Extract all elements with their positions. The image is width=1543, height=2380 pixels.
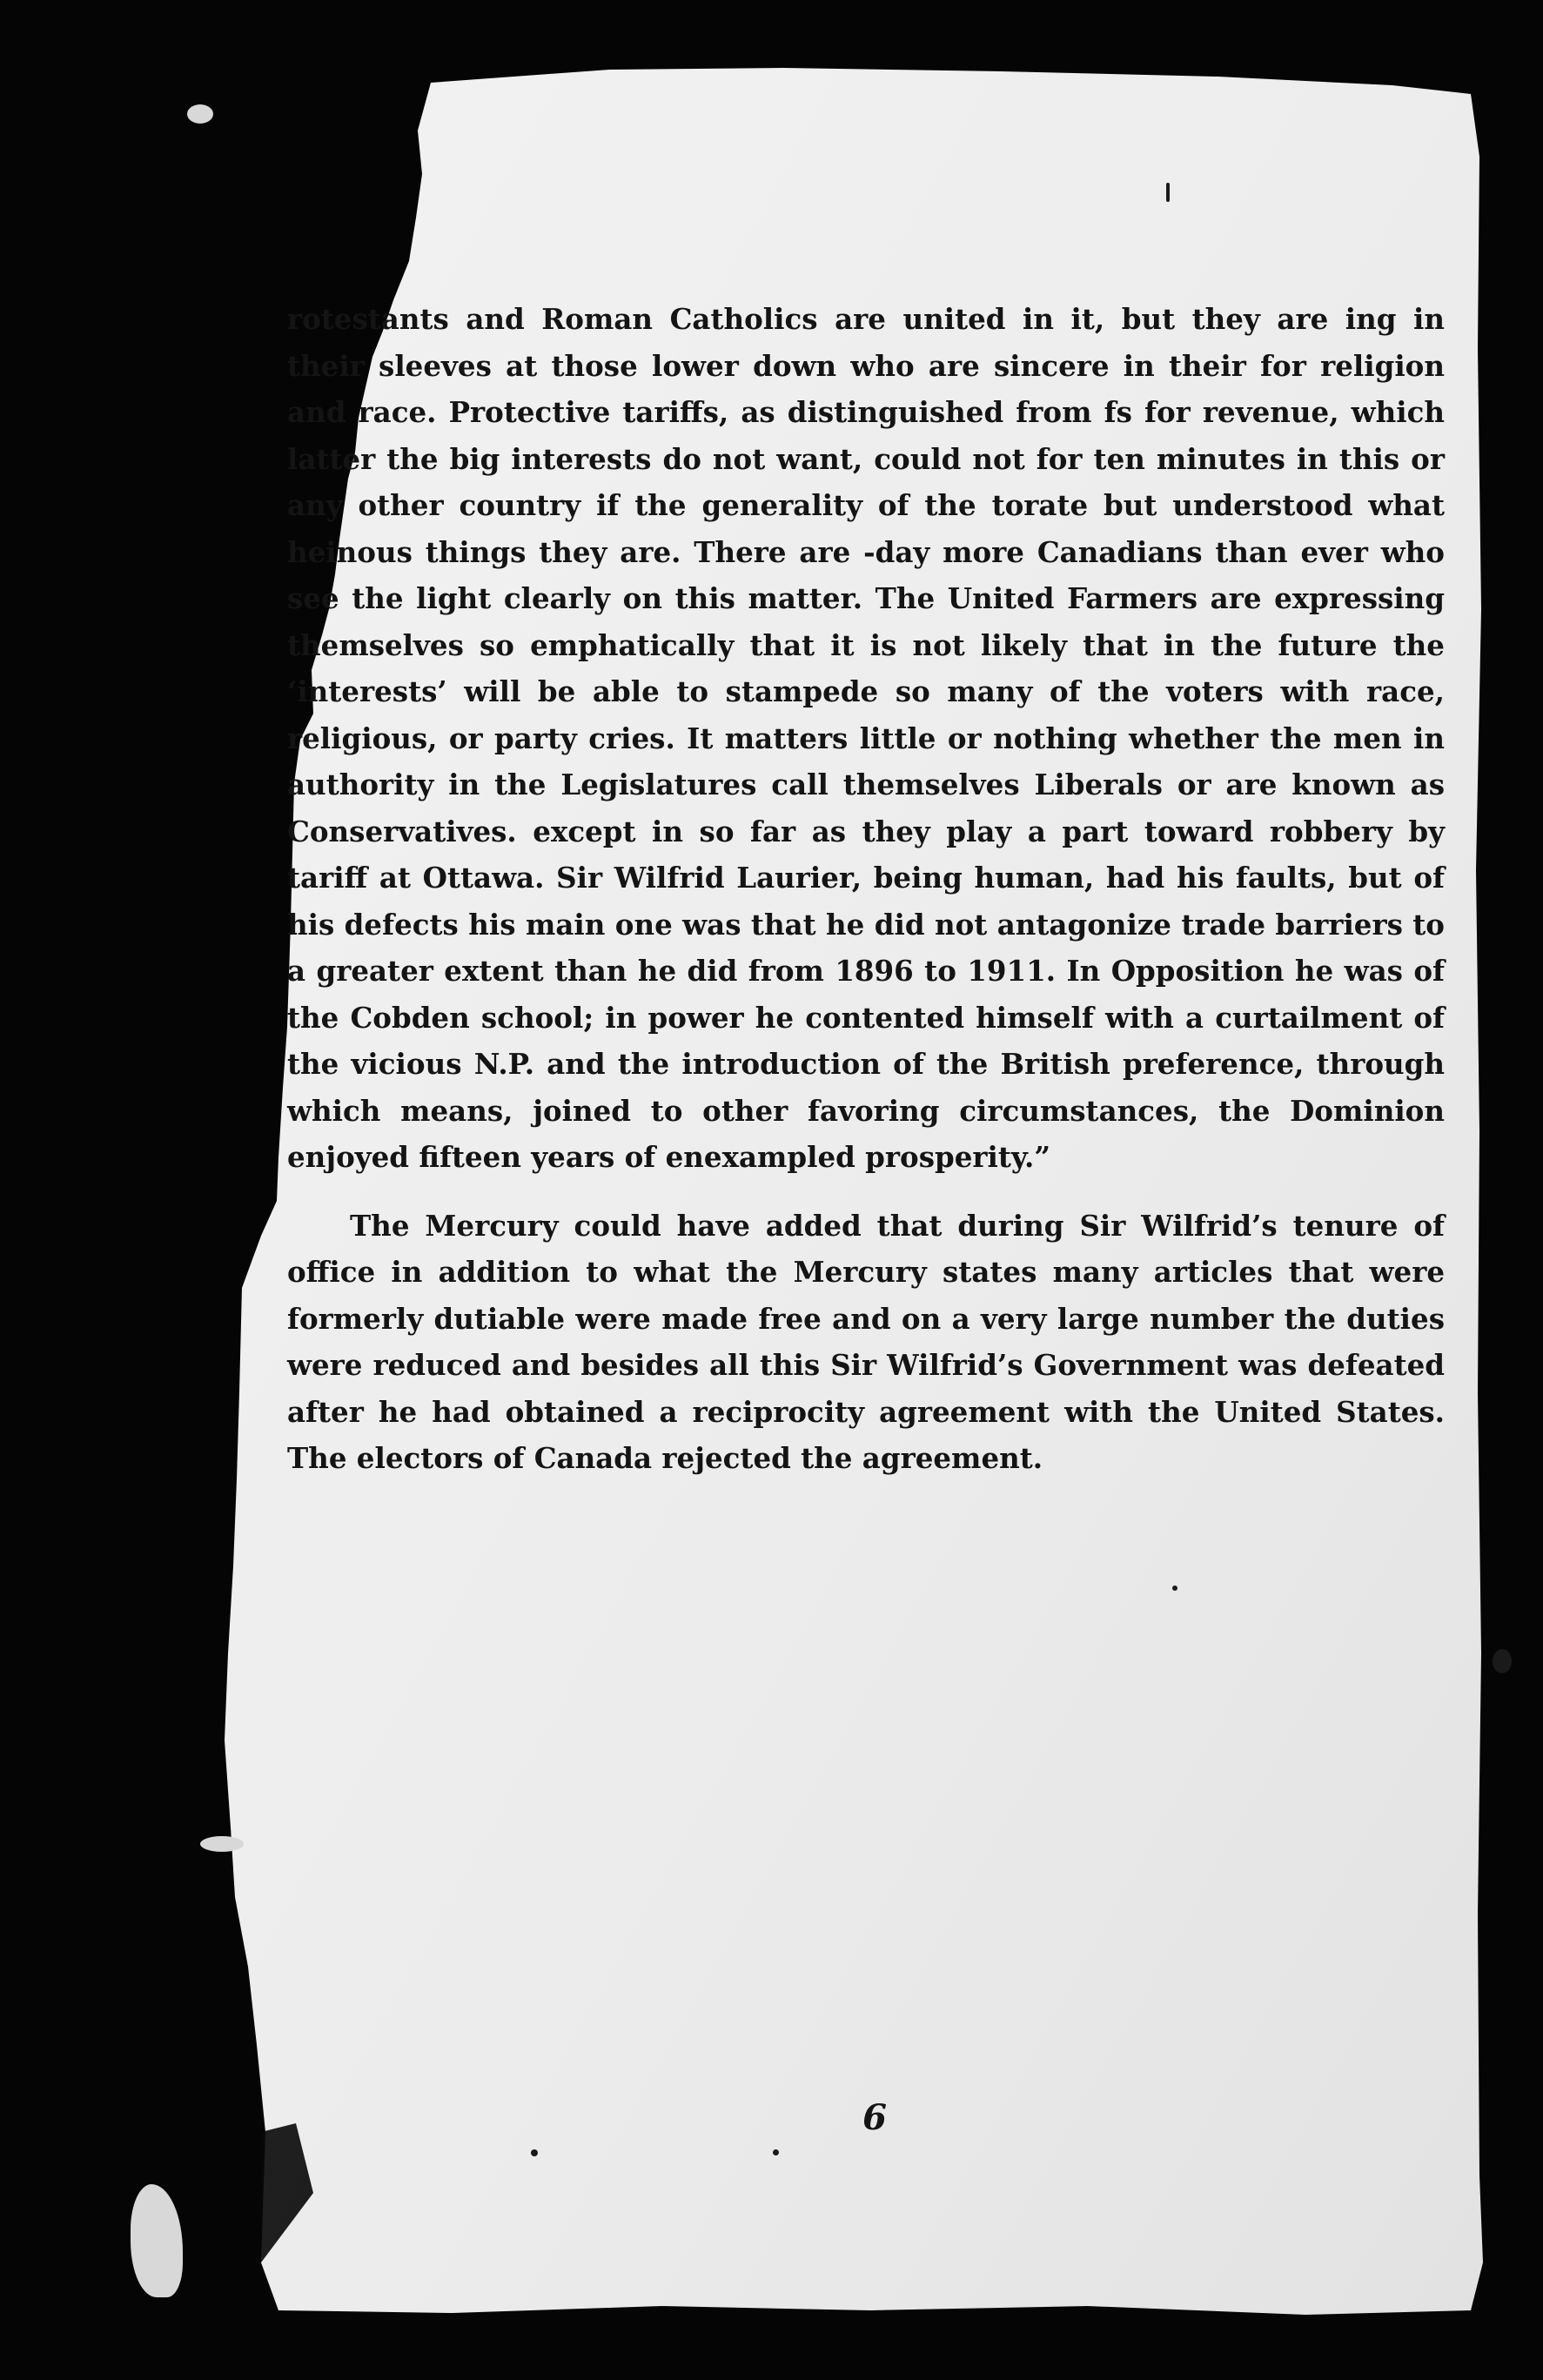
speck <box>773 2149 779 2155</box>
document-body <box>287 296 1445 1482</box>
speck <box>531 2149 538 2156</box>
scan-artifact <box>200 1836 244 1852</box>
speck <box>1166 183 1170 202</box>
paragraph-2: The Mercury could have added that during Sir Wilfrid’s tenure of office in addition to what the Mercury states many articles that were formerly dutiable were made free and on a very large number the duties were reduced and besides all this Sir Wilfrid’s Government was defeated after he had obtained a reciprocity agreement with the United States. The electors of Canada rejected the agreement. <box>287 1208 1445 1475</box>
speck <box>1172 1586 1177 1591</box>
speck <box>1493 1649 1512 1673</box>
paragraph-1: rotestants and Roman Catholics are united in it, but they are ing in their sleeves at those lower down who are sincere in their for religion and race. Protective tariffs, as distinguished from fs for revenue, which latter the big interests do not want, could not for ten minutes in this or any other country if the generality of the torate but understood what heinous things they are. There are -day more Canadians than ever who see the light clearly on this matter. The United Farmers are expressing themselves so emphatically that it is not likely that in the future the ‘interests’ will be able to stampede so many of the voters with race, religious, or party cries. It matters little or nothing whether the men in authority in the Legislatures call themselves Liberals or are known as Conservatives. except in so far as they play a part toward robbery by tariff at Ottawa. Sir Wilfrid Laurier, being human, had his faults, but of his defects his main one was that he did not antagonize trade barriers to a greater extent than he did from 1896 to 1911. In Opposition he was of the Cobden school; in power he contented himself with a curtailment of the vicious N.P. and the introduction of the British preference, through which means, joined to other favoring circumstances, the Dominion enjoyed fifteen years of enexampled prosperity.” <box>287 302 1445 1174</box>
page-number: 6 <box>862 2097 887 2138</box>
scan-artifact <box>187 104 213 124</box>
